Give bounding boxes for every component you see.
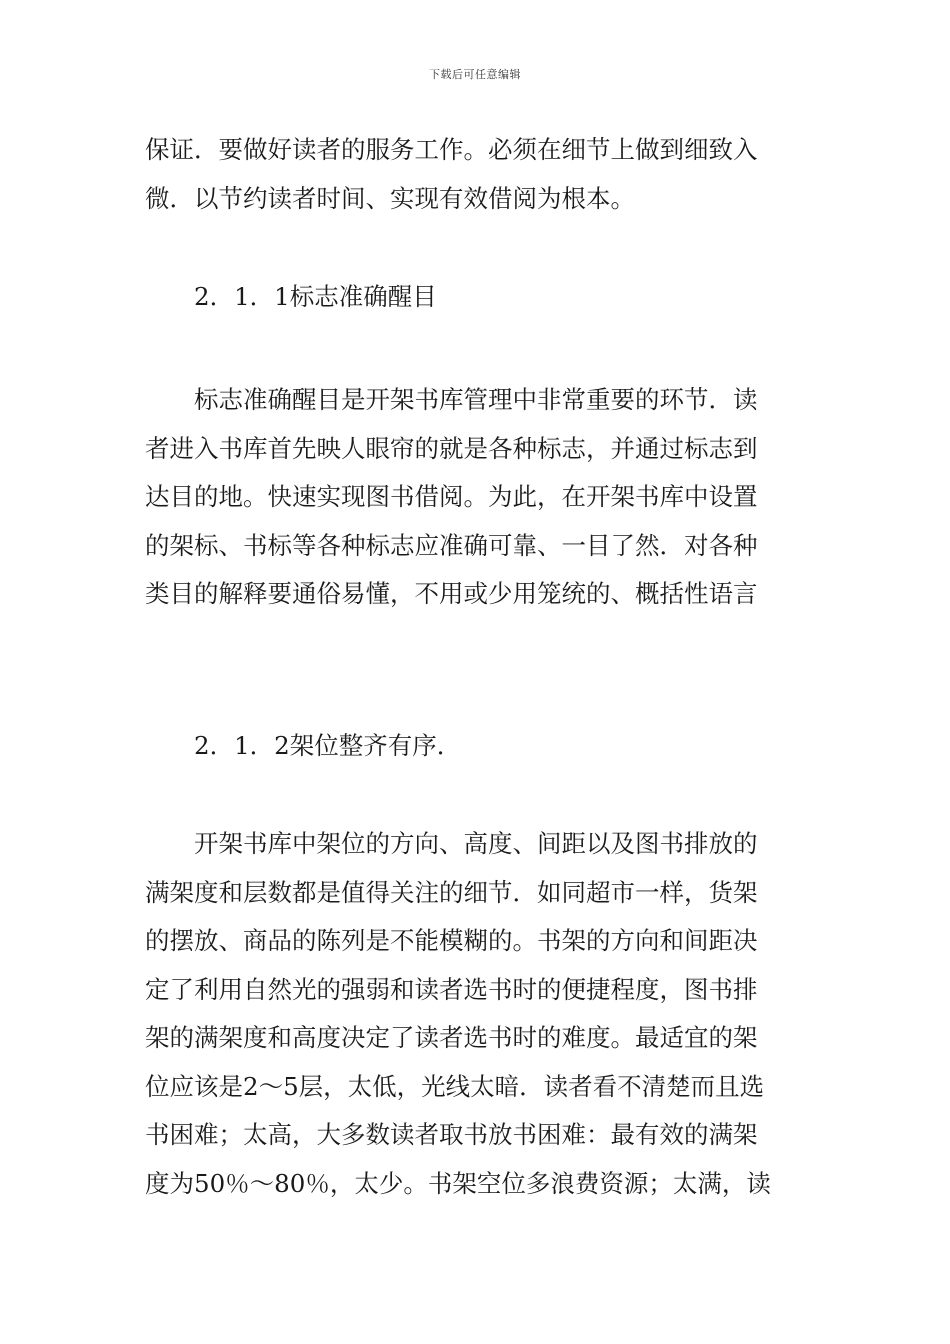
text-line: 定了利用自然光的强弱和读者选书时的便捷程度，图书排 — [145, 974, 758, 1004]
paragraph-signage — [145, 376, 810, 619]
text-line: 达目的地。快速实现图书借阅。为此，在开架书库中设置 — [145, 482, 758, 511]
text-line: 保证．要做好读者的服务工作。必须在细节上做到细致入 — [145, 135, 758, 164]
section-heading-2-1-2: 2．1．2架位整齐有序． — [194, 731, 462, 760]
text-line: 架的满架度和高度决定了读者选书时的难度。最适宜的架 — [145, 1023, 758, 1052]
text-line: 标志准确醒目是开架书库管理中非常重要的环节．读 — [194, 385, 758, 414]
text-line: 的摆放、商品的陈列是不能模糊的。书架的方向和间距决 — [145, 926, 758, 955]
paragraph-shelving — [145, 820, 810, 1208]
page-header: 下载后可任意编辑 — [429, 68, 521, 81]
text-line: 微．以节约读者时间、实现有效借阅为根本。 — [145, 183, 635, 213]
text-line: 者进入书库首先映人眼帘的就是各种标志，并通过标志到 — [145, 433, 758, 463]
text-line: 满架度和层数都是值得关注的细节．如同超市一样，货架 — [145, 877, 758, 907]
text-line: 类目的解释要通俗易懂，不用或少用笼统的、概括性语言 — [145, 579, 758, 608]
text-line: 开架书库中架位的方向、高度、间距以及图书排放的 — [194, 829, 758, 858]
text-line: 位应该是2～5层，太低，光线太暗．读者看不清楚而且选 — [145, 1071, 765, 1101]
section-heading-2-1-1: 2．1．1标志准确醒目 — [194, 282, 437, 311]
paragraph-intro-continuation — [145, 126, 810, 223]
text-line: 度为50％～80％，太少。书架空位多浪费资源；太满，读 — [145, 1168, 771, 1198]
text-line: 书困难；太高，大多数读者取书放书困难：最有效的满架 — [145, 1120, 758, 1149]
text-line: 的架标、书标等各种标志应准确可靠、一目了然．对各种 — [145, 530, 758, 560]
